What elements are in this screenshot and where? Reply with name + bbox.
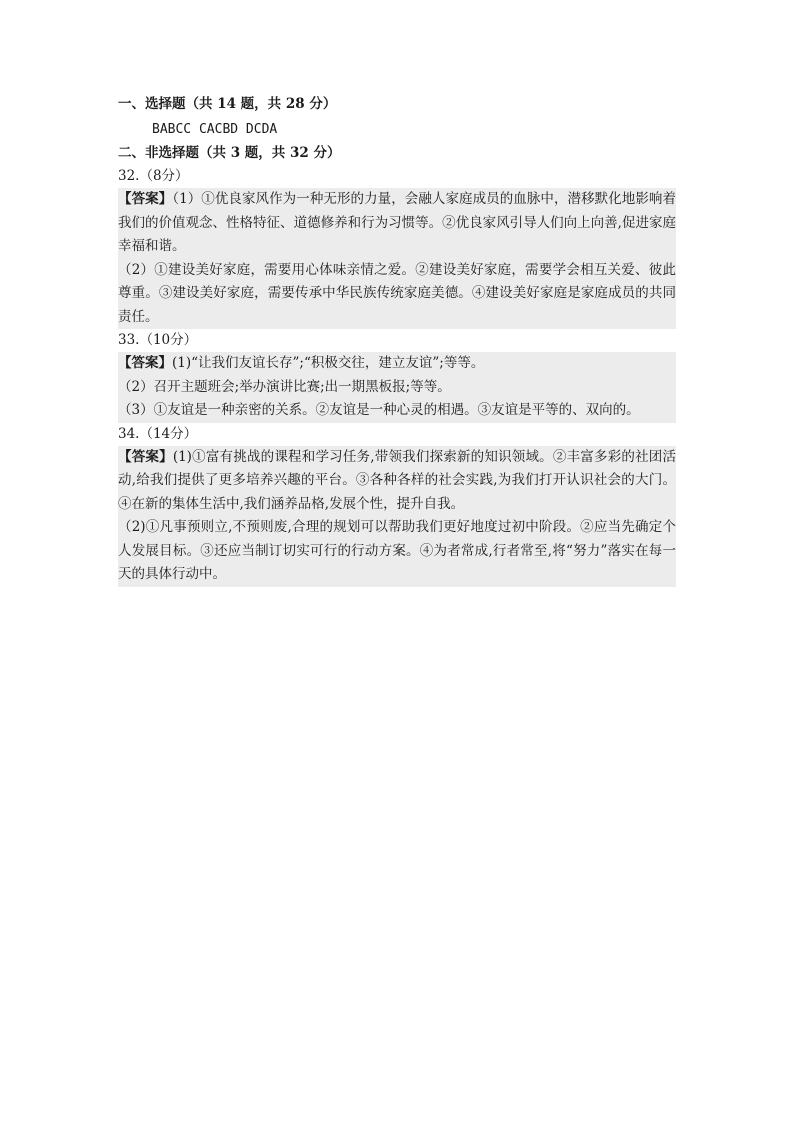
question-33-part-3: （3）①友谊是一种亲密的关系。②友谊是一种心灵的相遇。③友谊是平等的、双向的。 bbox=[118, 402, 640, 418]
question-33-part-1-text: (1)“让我们友谊长存”;“积极交往，建立友谊”;等等。 bbox=[172, 355, 485, 371]
answer-tag: 【答案】 bbox=[118, 191, 173, 207]
question-33-answer bbox=[118, 352, 676, 423]
question-34-number: 34.（14分） bbox=[118, 425, 198, 442]
question-32-part-1-text: （1）①优良家风作为一种无形的力量，会融人家庭成员的血脉中，潜移默化地影响着我们的价值观念、性格特征、道德修养和行为习惯等。②优良家风引导人们向上向善,促进家庭幸福和谐。 bbox=[118, 191, 677, 254]
multiple-choice-answers: BABCC CACBD DCDA bbox=[152, 122, 278, 137]
section-1-heading: 一、选择题（共 14 题，共 28 分） bbox=[118, 96, 337, 112]
answer-tag: 【答案】 bbox=[118, 355, 172, 371]
question-32-part-1 bbox=[118, 188, 676, 259]
answer-tag: 【答案】 bbox=[118, 448, 173, 465]
question-34-part-2: （2)①凡事预则立,不预则废,合理的规划可以帮助我们更好地度过初中阶段。②应当先确定个人发展目标。③还应当制订切实可行的行动方案。④为者常成,行者常至,将“努力”落实在每一天的具体行动中。 bbox=[118, 519, 676, 582]
question-34-part-1-text: (1)①富有挑战的课程和学习任务,带领我们探索新的知识领域。②丰富多彩的社团活动,给我们提供了更多培养兴趣的平台。③各种各样的社会实践,为我们打开认识社会的大门。④在新的集体生活中,我们涵养品格,发展个性，提升自我。 bbox=[118, 448, 676, 512]
answer-key-document bbox=[118, 92, 676, 587]
question-33-part-2: （2）召开主题班会;举办演讲比赛;出一期黑板报;等等。 bbox=[118, 378, 451, 395]
question-33-number: 33.（10分） bbox=[118, 332, 198, 348]
question-32-number: 32.（8分） bbox=[118, 168, 189, 184]
question-33-part-1 bbox=[118, 352, 676, 376]
question-34-answer bbox=[118, 446, 676, 587]
question-32-answer bbox=[118, 188, 676, 329]
section-2-heading: 二、非选择题（共 3 题，共 32 分） bbox=[118, 145, 341, 161]
question-32-part-2: （2）①建设美好家庭，需要用心体味亲情之爱。②建设美好家庭，需要学会相互关爱、彼此尊重。③建设美好家庭，需要传承中华民族传统家庭美德。④建设美好家庭是家庭成员的共同责任。 bbox=[118, 261, 676, 325]
question-34-part-1 bbox=[118, 446, 676, 517]
